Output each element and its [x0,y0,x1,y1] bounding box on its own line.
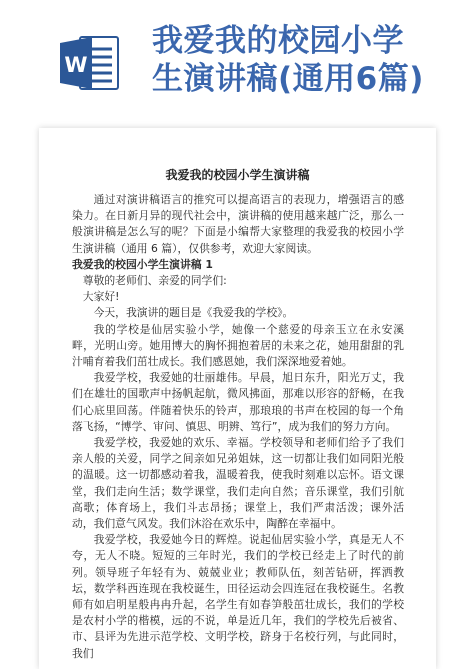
salutation: 尊敬的老师们、亲爱的同学们: [82,274,227,288]
word-document-icon [58,34,120,92]
speech-paragraph: 我的学校是仙居实验小学，她像一个慈爱的母亲玉立在永安溪畔，光明山旁。她用博大的胸怀拥抱着居的未来之花，她用甜甜的乳汁哺育着我们茁壮成长。我们感恩她，我们深深地爱着她。 [72,322,404,369]
speech-paragraph: 我爱学校，我爱她的欢乐、幸福。学校领导和老师们给予了我们亲人般的关爱，同学之间亲如兄弟姐妹，这一切都让我们如同阳光般的温暖。这一切都感动着我，温暖着我，使我时刻难以忘怀。语文课堂，我们走向生活；数学课堂，我们走向自然；音乐课堂，我们引航高歌；体育场上，我们斗志昂扬；课堂上，我们严肃活泼；课外活动，我们意气风发。我们沐浴在欢乐中，陶醉在幸福中。 [72,436,404,531]
speech-paragraph: 我爱学校，我爱她的壮丽雄伟。早晨，旭日东升，阳光万丈，我们在雄壮的国歌声中扬帆起航，微风拂面，那难以形容的舒畅，在我们心底里回荡。伴随着快乐的铃声，那琅琅的书声在校园的每一个角落飞扬，“博学、审问、慎思、明辨、笃行”，成为我们的努力方向。 [72,371,404,433]
greeting: 大家好! [82,290,120,304]
banner [0,0,474,100]
document-page [39,128,436,669]
document-title: 我爱我的校园小学生演讲稿 [165,168,310,182]
speech-paragraph: 我爱学校，我爱她今日的辉煌。说起仙居实验小学，真是无人不夸，无人不晓。短短的三年时光，我们的学校已经走上了时代的前列。领导班子年轻有为、兢兢业业；教师队伍，刻苦钻研，挥洒教坛，数学科西连现在我校诞生，田径运动会四连冠在我校诞生。名教师有如启明星般冉冉升起，名学生有如春笋般茁壮成长，我们的学校是农村小学的楷模，远的不说，单是近几年，我们的学校先后被省、市、县评为先进示范学校、文明学校，跻身于名校行列，与此同时，我们 [72,533,404,660]
section-heading: 我爱我的校园小学生演讲稿 1 [72,257,213,271]
svg-text:W: W [64,53,88,77]
intro-paragraph: 通过对演讲稿语言的推究可以提高语言的表现力，增强语言的感染力。在日新月异的现代社会中，演讲稿的使用越来越广泛，那么一般演讲稿是怎么写的呢？下面是小编帮大家整理的我爱我的校园小学生演讲稿（通用 6 篇），仅供参考，欢迎大家阅读。 [72,193,404,255]
banner-title [152,22,462,98]
document-body [72,192,404,662]
speech-paragraph: 今天，我演讲的题目是《我爱我的学校》。 [93,306,294,320]
banner-title-line-2: 生演讲稿(通用6篇) [152,61,424,97]
banner-title-line-1: 我爱我的校园小学 [152,23,404,59]
